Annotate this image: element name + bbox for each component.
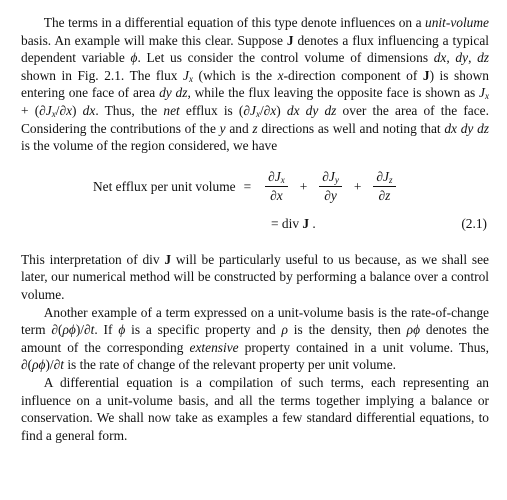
plus-sign: + (353, 178, 362, 194)
equation-2-1 (21, 167, 489, 241)
paragraph-3: Another example of a term expressed on a unit-volume basis is the rate-of-change term ∂(ρϕ)/∂t. If ϕ is a specific property and ρ is the density, then ρϕ denotes the amount of the corresponding extensive property contained in a unit volume. Thus, ∂(ρϕ)/∂t is the rate of change of the relevant property per unit volume. (21, 304, 489, 373)
paragraph-4: A differential equation is a compilation of such terms, each representing an influence on a unit-volume basis, and all the terms together implying a balance or conservation. We shall now take as examples a few standard differential equations, to find a general form. (21, 374, 489, 443)
equation-label: Net efflux per unit volume (93, 178, 236, 194)
fraction-dJz-dz (373, 169, 395, 204)
plus-sign: + (299, 178, 308, 194)
equation-line-2: = div J . (271, 215, 316, 231)
fraction-numerator: $\partial J_z$ (373, 169, 395, 187)
fraction-denominator: ∂y (324, 188, 337, 204)
equation-number: (2.1) (461, 215, 487, 231)
fraction-denominator: ∂x (270, 188, 283, 204)
paragraph-1: The terms in a differential equation of this type denote influences on a unit-volume basis. An example will make this clear. Suppose J denotes a flux influencing a typical dependent variable ϕ. Let us consider the control volume of dimensions dx, dy, dz shown in Fig. 2.1. The flux $J_x$ (which is the x-direction component of J) is shown entering one face of area dy dz, while the flux leaving the opposite face is shown as $J_x + (\partial J_x/\partial x)$ dx. Thus, the net efflux is $(\partial J_x/\partial x)$ dx dy dz over the area of the face. Considering the contributions of the y and z directions as well and noting that dx dy dz is the volume of the region considered, we have (21, 15, 490, 154)
equation-line-1 (93, 167, 400, 207)
fraction-numerator: $\partial J_x$ (265, 169, 288, 187)
fraction-numerator: $\partial J_y$ (319, 169, 342, 187)
fraction-dJx-dx (265, 169, 288, 204)
fraction-dJy-dy (319, 169, 342, 204)
paragraph-2: This interpretation of div J will be particularly useful to us because, as we shall see later, our numerical method will be constructed by performing a balance over a control volume. (21, 251, 489, 302)
fraction-denominator: ∂z (378, 188, 391, 204)
equals-sign: = (243, 178, 252, 194)
